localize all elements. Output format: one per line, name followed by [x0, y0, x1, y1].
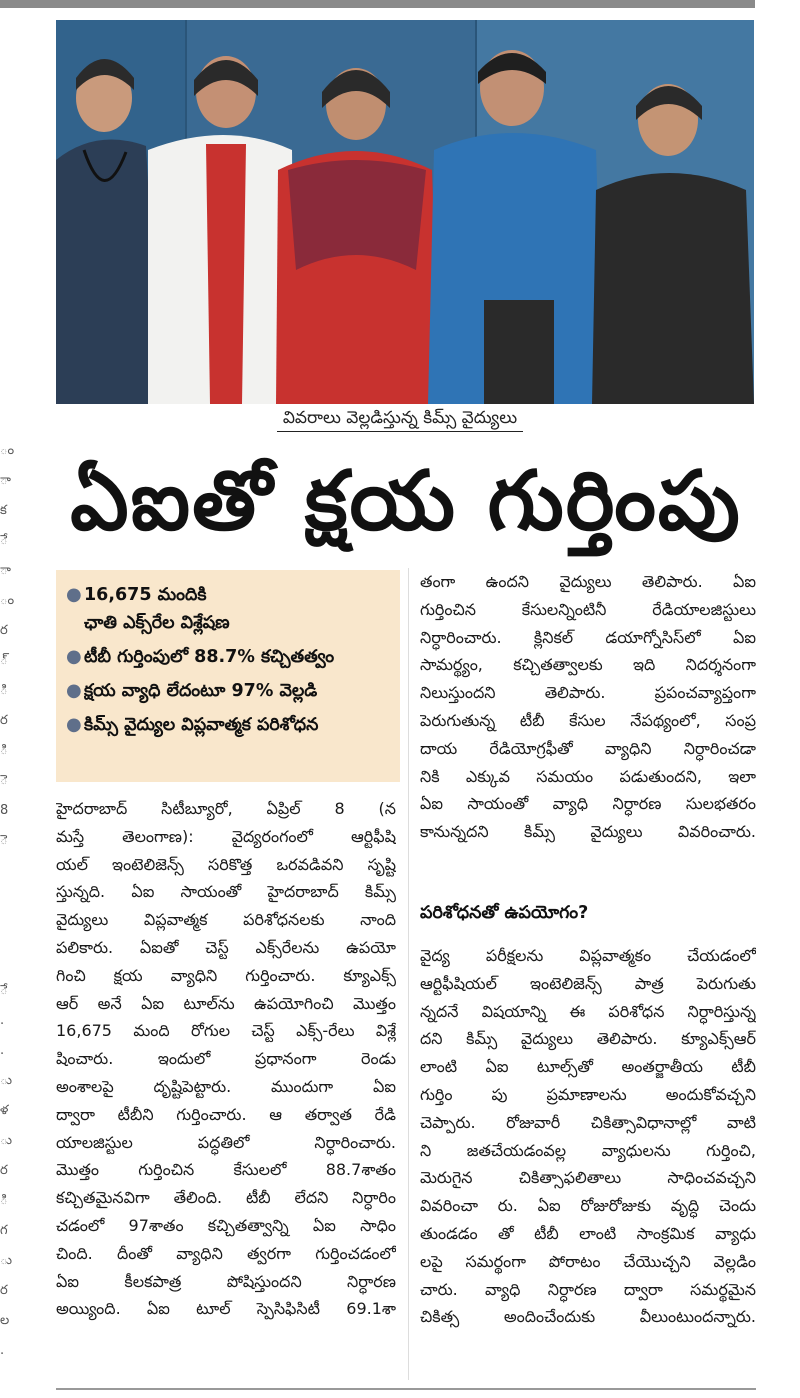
photo-caption	[0, 408, 800, 432]
article-line: వైద్యులు విప్లవాత్మక పరిశోధనలకు నాంది	[56, 910, 396, 930]
article-line: చడంలో 97శాతం కచ్చితత్వాన్ని ఏఐ సాధిం	[56, 1215, 396, 1235]
article-line: పలికారు. ఏఐతో చెస్ట్ ఎక్స్‌రేలను ఉపయో	[56, 937, 396, 957]
highlight-item	[66, 678, 392, 704]
highlight-item	[66, 712, 392, 738]
bullet-icon: ●	[66, 584, 82, 605]
margin-glyph: ా	[0, 563, 11, 578]
margin-glyph: ర	[0, 1283, 8, 1298]
article-line: మెరుగైన చికిత్సాఫలితాలు సాధించవచ్చని	[420, 1168, 756, 1188]
headline: ఏఐతో క్షయ గుర్తింపు	[70, 454, 742, 549]
margin-glyph: క	[0, 503, 7, 518]
margin-glyph: ు	[0, 1133, 13, 1148]
highlight-text: టీబీ గుర్తింపులో 88.7% కచ్చితత్వం	[84, 647, 335, 667]
margin-glyph: ు	[0, 1073, 13, 1088]
article-line: చారు. వ్యాధి నిర్ధారణ ద్వారా సమర్థమైన	[420, 1279, 756, 1299]
article-line: చికిత్స అందించేందుకు వీలుంటుందన్నారు.	[420, 1307, 756, 1327]
bottom-rule	[56, 1388, 756, 1390]
article-line: దాయ రేడియోగ్రఫీతో వ్యాధిని నిర్ధారించడా	[420, 738, 756, 758]
article-line: అంశాలపై దృష్టిపెట్టారు. ముందుగా ఏఐ	[56, 1076, 396, 1096]
highlight-text: ఛాతి ఎక్స్‌రేల విశ్లేషణ	[84, 613, 230, 633]
article-column-right	[420, 568, 756, 846]
article-line: గుర్తిం పు ప్రమాణాలను అందుకోవచ్చని	[420, 1084, 756, 1104]
article-line: నికి ఎక్కువ సమయం పడుతుందని, ఇలా	[420, 766, 756, 786]
highlight-item	[66, 644, 392, 670]
highlight-text: క్షయ వ్యాధి లేదంటూ 97% వెల్లడి	[84, 681, 318, 701]
margin-glyph: ం	[0, 443, 15, 458]
margin-glyph: ే	[0, 533, 8, 548]
margin-glyph: ా	[0, 473, 11, 488]
highlight-text: 16,675 మందికి	[84, 585, 207, 605]
doctors-photo-illustration	[56, 20, 754, 404]
article-line: సామర్థ్యం, కచ్చితత్వాలకు ఇది నిదర్శనంగా	[420, 655, 756, 675]
article-line: గించి క్షయ వ్యాధిని గుర్తించారు. క్యూఎక్స్	[56, 965, 396, 985]
article-line: లాంటి ఏఐ టూల్స్‌తో అంతర్జాతీయ టీబీ	[420, 1057, 756, 1077]
margin-glyph: ళ	[0, 1103, 9, 1118]
highlight-item-continued	[66, 610, 392, 636]
article-line: యల్ ఇంటెలిజెన్స్ సరికొత్త ఒరవడివని సృష్టి	[56, 854, 396, 874]
doctors-photo	[56, 20, 754, 404]
article-line: 16,675 మంది రోగుల చెస్ట్ ఎక్స్-రేలు విశ్లే	[56, 1021, 396, 1041]
adjacent-column-fragment	[0, 440, 20, 1370]
article-line: తంగా ఉందని వైద్యులు తెలిపారు. ఏఐ	[420, 572, 756, 591]
margin-glyph: ి	[0, 683, 8, 698]
article-line: చెప్పారు. రోజువారీ చికిత్సావిధానాల్లో వాటి	[420, 1112, 756, 1132]
column-divider	[408, 568, 409, 1380]
margin-glyph: .	[0, 1043, 5, 1058]
bullet-icon: ●	[66, 646, 82, 667]
article-line: ఏఐ సాయంతో వ్యాధి నిర్ధారణ సులభతరం	[420, 794, 756, 814]
margin-glyph: ె	[0, 833, 8, 848]
article-line: హైదరాబాద్ సిటీబ్యూరో, ఏప్రిల్ 8 (న	[56, 799, 396, 818]
article-line: యాలజిస్టుల పద్ధతిలో నిర్ధారించారు.	[56, 1132, 396, 1152]
article-line: కానున్నదని కిమ్స్ వైద్యులు వివరించారు.	[420, 822, 756, 842]
article-line: ఆర్ అనే ఏఐ టూల్‌ను ఉపయోగించి మొత్తం	[56, 993, 396, 1013]
margin-glyph: ె	[0, 773, 8, 788]
photo-caption-text: వివరాలు వెల్లడిస్తున్న కిమ్స్ వైద్యులు	[277, 408, 523, 432]
article-line: షించారు. ఇందులో ప్రధానంగా రెండు	[56, 1049, 396, 1069]
article-line: న్నదనే విషయాన్ని ఈ పరిశోధన నిర్ధారిస్తున్న	[420, 1001, 756, 1021]
margin-glyph: ర	[0, 1163, 8, 1178]
article-line: ఆర్టిఫీషియల్ ఇంటెలిజెన్స్ పాత్ర పెరుగుతు	[420, 973, 756, 993]
margin-glyph: ే	[0, 983, 8, 998]
article-line: నిర్ధారించారు. క్లినికల్ డయాగ్నోసిస్‌లో ఏఐ	[420, 627, 756, 647]
article-line: వివరించా రు. ఏఐ రోజురోజుకు వృద్ధి చెందు	[420, 1196, 756, 1216]
margin-glyph: ి	[0, 1193, 8, 1208]
article-line: ఏఐ కీలకపాత్ర పోషిస్తుందని నిర్ధారణ	[56, 1271, 396, 1291]
margin-glyph	[0, 950, 20, 980]
bullet-icon: ●	[66, 714, 82, 735]
article-line: దని కిమ్స్ వైద్యులు తెలిపారు. క్యూఎక్స్‌ఆర్	[420, 1029, 756, 1049]
highlights-box	[56, 570, 400, 782]
margin-glyph: ర	[0, 713, 8, 728]
article-line: పెరుగుతున్న టీబీ కేసుల నేపథ్యంలో, సంప్ర	[420, 710, 756, 730]
highlight-item	[66, 582, 392, 608]
article-line: మస్తే తెలంగాణ): వైద్యరంగంలో ఆర్టిఫీషి	[56, 826, 396, 846]
margin-glyph: ల	[0, 1313, 10, 1328]
margin-glyph: .	[0, 1013, 5, 1028]
margin-glyph: ు	[0, 1253, 13, 1268]
article-line: గుర్తించిన కేసులన్నింటినీ రేడియాలజిస్టులు	[420, 599, 756, 619]
subheading: పరిశోధనతో ఉపయోగం?	[420, 903, 589, 923]
article-line: ద్వారా టీబీని గుర్తించారు. ఆ తర్వాత రేడి	[56, 1104, 396, 1124]
margin-glyph	[0, 890, 20, 920]
top-rule	[0, 0, 755, 8]
margin-glyph	[0, 860, 20, 890]
margin-glyph: ్	[0, 653, 8, 668]
margin-glyph: .	[0, 1343, 5, 1358]
bullet-icon: ●	[66, 680, 82, 701]
article-column-right-continued	[420, 942, 756, 1331]
article-line: తుండడం తో టీబీ లాంటి సాంక్రమిక వ్యాధు	[420, 1223, 756, 1243]
article-line: వైద్య పరీక్షలను విప్లవాత్మకం చేయడంలో	[420, 946, 756, 965]
article-line: అయ్యింది. ఏఐ టూల్ స్పెసిఫిసిటీ 69.1శా	[56, 1299, 396, 1319]
highlight-text: కిమ్స్ వైద్యుల విప్లవాత్మక పరిశోధన	[84, 715, 319, 735]
margin-glyph: 8	[0, 803, 9, 818]
margin-glyph: గ	[0, 1223, 8, 1238]
article-line: నిలుస్తుందని తెలిపారు. ప్రపంచవ్యాప్తంగా	[420, 683, 756, 703]
article-line: చింది. దీంతో వ్యాధిని త్వరగా గుర్తించడంలో	[56, 1243, 396, 1263]
article-line: లపై సమర్థంగా పోరాటం చేయొచ్చని వెల్లడిం	[420, 1251, 756, 1271]
article-line: స్తున్నది. ఏఐ సాయంతో హైదరాబాద్ కిమ్స్	[56, 882, 396, 902]
margin-glyph: ర	[0, 623, 8, 638]
margin-glyph	[0, 920, 20, 950]
article-line: మొత్తం గుర్తించిన కేసులలో 88.7శాతం	[56, 1160, 396, 1180]
article-line: కచ్చితమైనవిగా తేలింది. టీబీ లేదని నిర్ధారిం	[56, 1188, 396, 1208]
article-line: ని జతచేయడంవల్ల వ్యాధులను గుర్తించి,	[420, 1140, 756, 1160]
article-column-left	[56, 795, 396, 1323]
margin-glyph: ం	[0, 593, 15, 608]
margin-glyph: ి	[0, 743, 8, 758]
